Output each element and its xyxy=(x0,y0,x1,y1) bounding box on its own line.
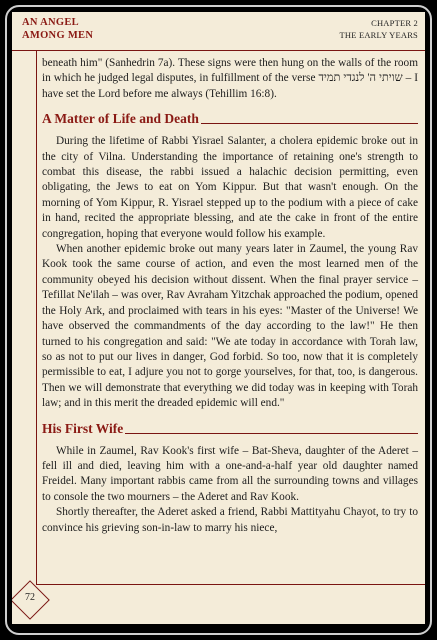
book-title-line-2: AMONG MEN xyxy=(22,30,94,41)
paragraph: During the lifetime of Rabbi Yisrael Salanter, a cholera epidemic broke out in the city of Vilna. Understanding the importance of retaining one's strength to combat this disease, the rabbi issued a halachic decision permitting, even obligating, the Jews to eat on Yom Kippur. But that wasn't enough. On the morning of Yom Kippur, R. Yisrael stepped up to the podium with a piece of cake in hand, recited the appropriate blessing, and ate the cake in front of the entire congregation, hoping that everyone would follow his example. xyxy=(42,135,418,240)
section-heading-life-and-death xyxy=(42,111,418,127)
book-page xyxy=(12,12,425,624)
section-rule xyxy=(201,123,418,124)
margin-rule xyxy=(36,50,37,584)
chapter-title: THE EARLY YEARS xyxy=(339,30,418,40)
book-title xyxy=(22,16,93,42)
paragraph: Shortly thereafter, the Aderet asked a friend, Rabbi Mattityahu Chayot, to try to convince his grieving son-in-law to marry his niece, xyxy=(42,506,418,534)
page-content xyxy=(42,56,418,536)
paragraph: While in Zaumel, Rav Kook's first wife – Bat-Sheva, daughter of the Aderet – fell ill and died, leaving him with a one-and-a-half year old daughter named Freidel. Many important rabbis came from all the surrounding towns and villages to console the two mourners – the Aderet and Rav Kook. xyxy=(42,444,418,503)
section-title-text: A Matter of Life and Death xyxy=(42,111,199,127)
section-title-text: His First Wife xyxy=(42,420,124,436)
chapter-number: CHAPTER 2 xyxy=(371,18,418,28)
book-title-line-1: AN ANGEL xyxy=(22,17,79,28)
section-heading-first-wife xyxy=(42,421,418,437)
chapter-label xyxy=(340,17,419,41)
section-rule xyxy=(125,433,418,434)
page-number: 72 xyxy=(25,592,35,603)
footer-rule xyxy=(36,584,425,585)
running-header xyxy=(12,12,425,51)
paragraph: When another epidemic broke out many years later in Zaumel, the young Rav Kook took the same course of action, and even the most learned men of the community obeyed his decision without dissent. When the final prayer service – Tefillat Ne'ilah – was over, Rav Avraham Yitzchak approached the podium, opened the Holy Ark, and proclaimed with tears in his eyes: "Master of the Universe! We have observed the commandments of the day according to the law!" He then turned to his congregation and said: "We ate today in accordance with Torah law, so as not to put our lives in danger, God forbid. So too, now that it is completely permissible to eat, I adjure you not to gorge yourselves, for that, too, is dangerous. Then we will demonstrate that everything we did today was in keeping with Torah law; and in this merit the dreaded epidemic will end." xyxy=(42,243,418,410)
intro-paragraph: beneath him" (Sanhedrin 7a). These signs were then hung on the walls of the room in which he judged legal disputes, in fulfillment of the verse שויתי ה' לנגדי תמיד – I have set the Lord before me always (Tehillim 16:8). xyxy=(42,57,419,100)
